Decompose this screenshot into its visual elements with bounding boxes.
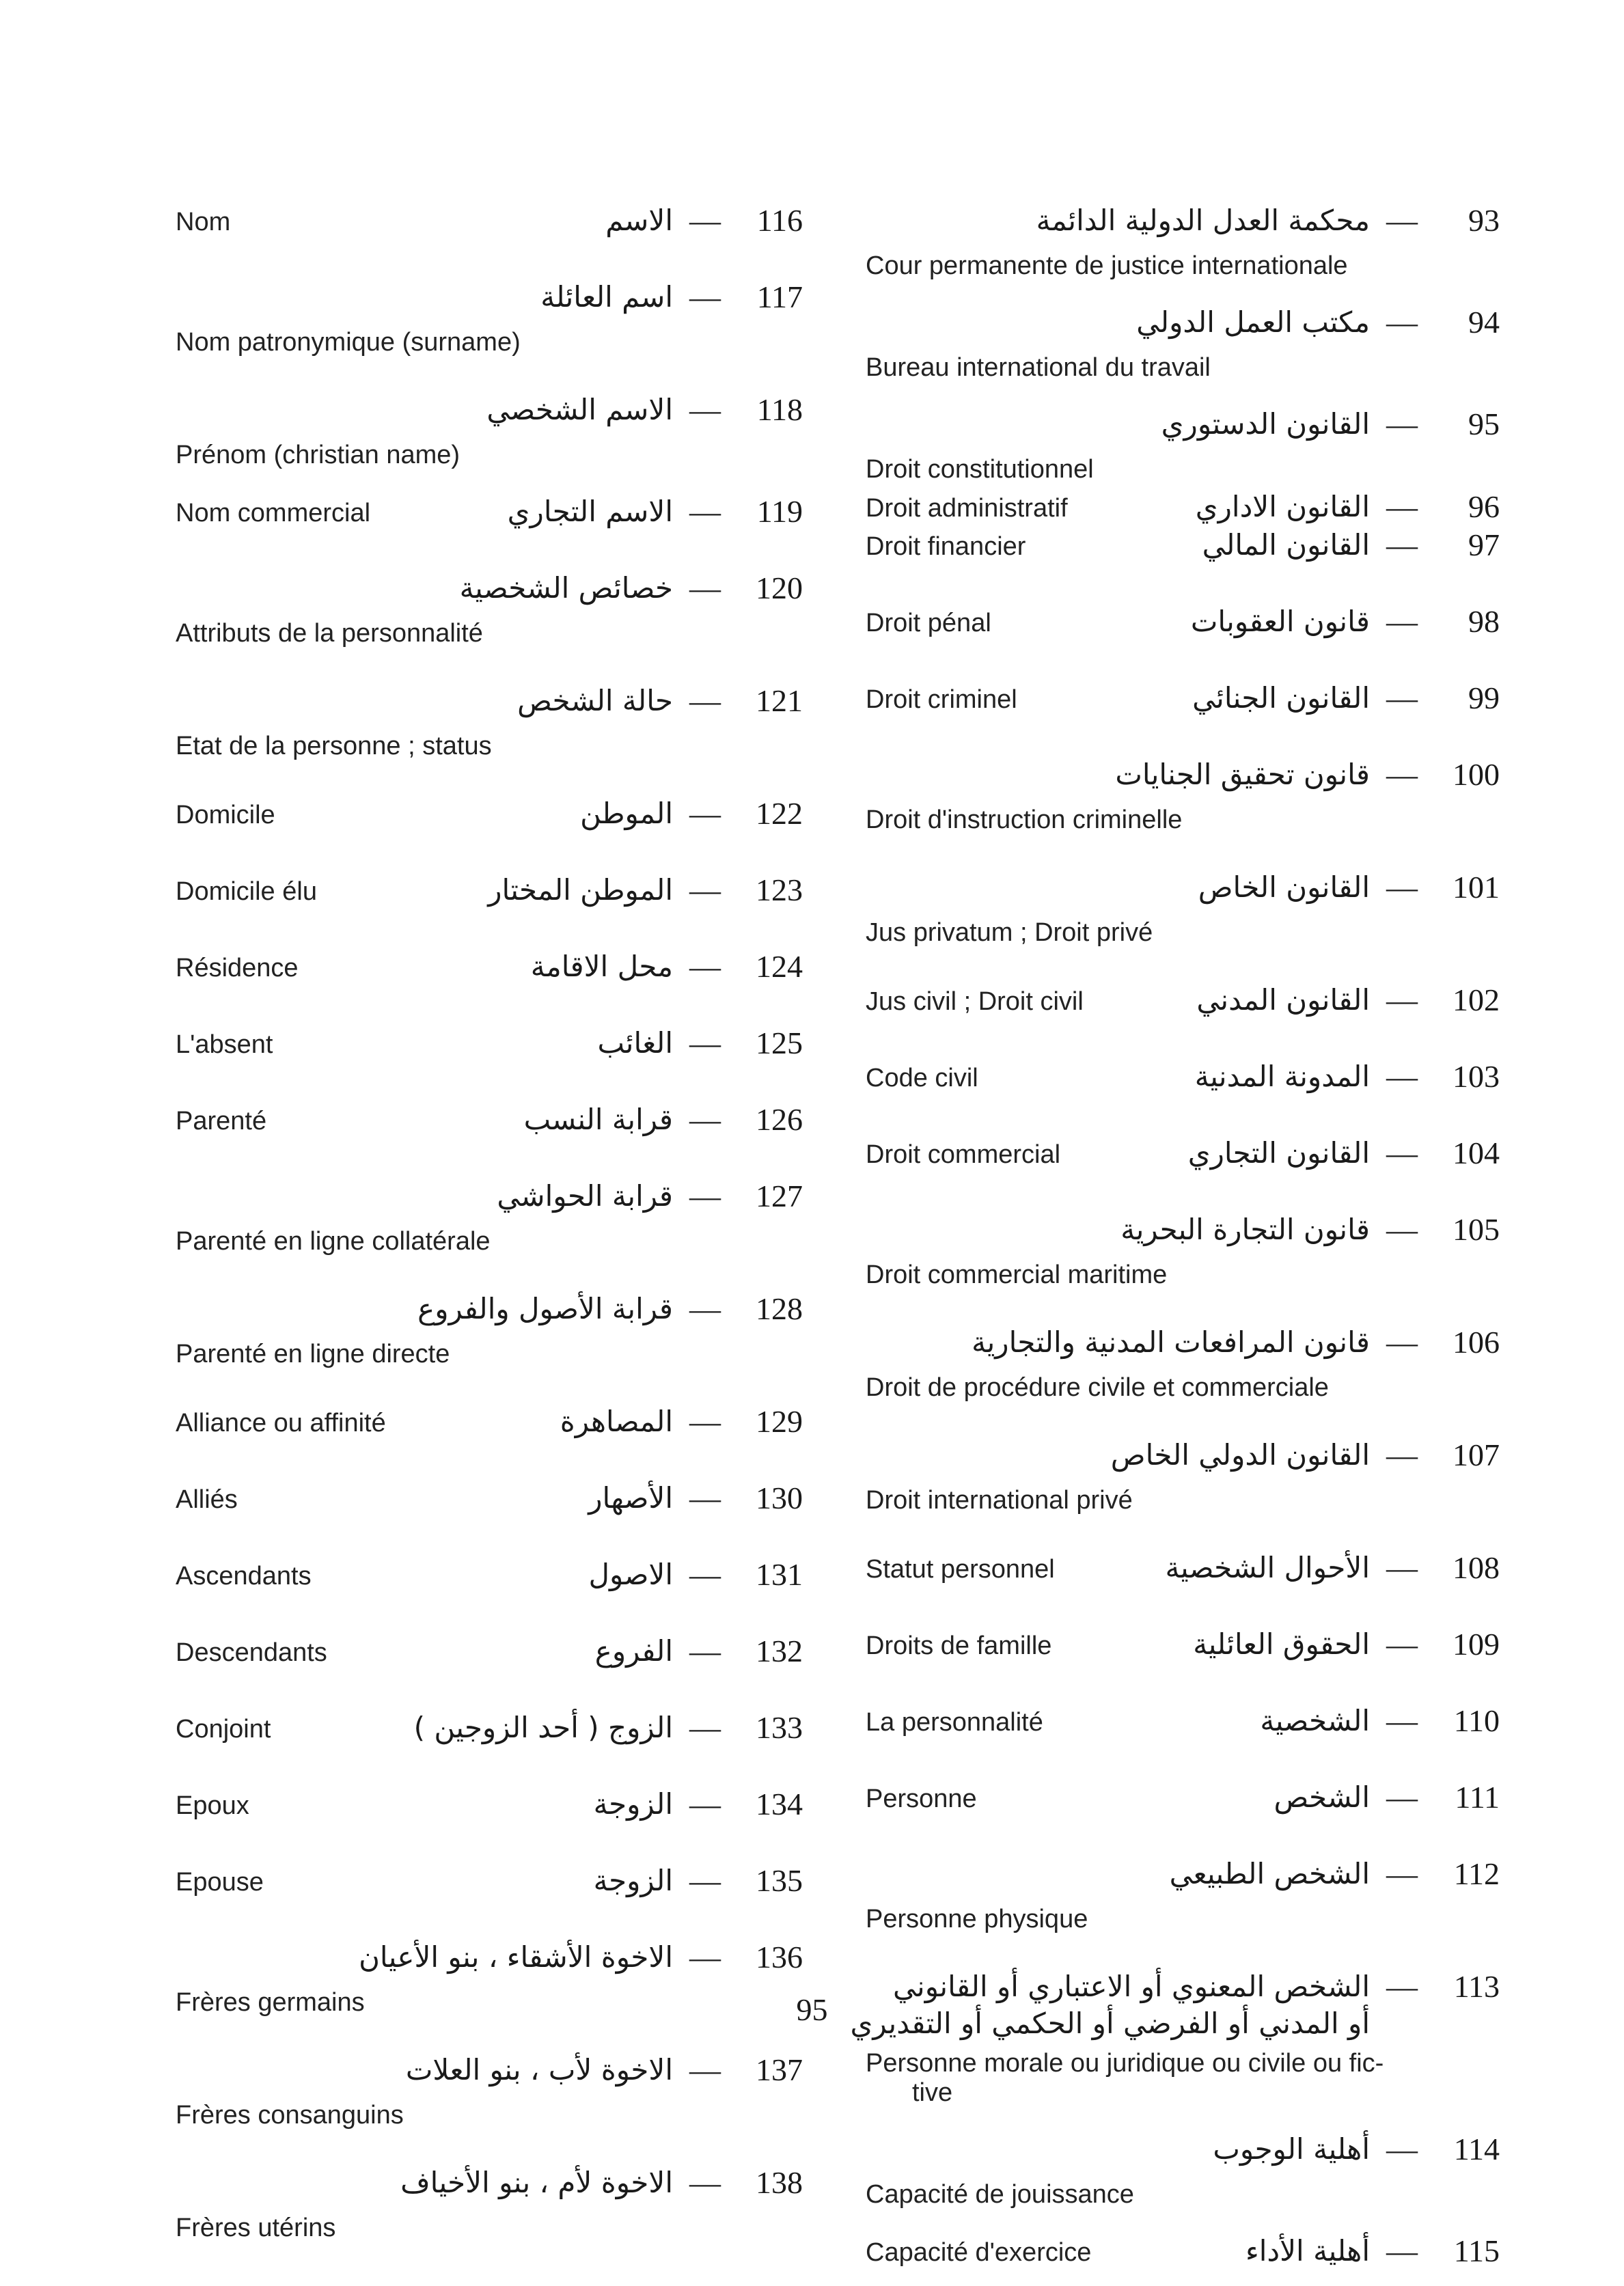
entry-number: 95 xyxy=(1468,407,1500,441)
entry-104 xyxy=(864,1131,1500,1188)
french-term-continued: tive xyxy=(912,2078,953,2107)
dash: — xyxy=(689,1710,721,1745)
entry-130 xyxy=(174,1476,803,1533)
entry-114 xyxy=(864,2127,1500,2209)
french-term: Alliance ou affinité xyxy=(176,1409,386,1437)
arabic-term: المدونة المدنية xyxy=(1194,1060,1370,1093)
entry-127 xyxy=(174,1174,803,1256)
entry-number: 102 xyxy=(1453,982,1500,1017)
french-term: Personne physique xyxy=(866,1905,1088,1933)
entry-number: 111 xyxy=(1455,1780,1500,1815)
arabic-term: الاسم التجاري xyxy=(507,495,673,528)
dash: — xyxy=(1386,2132,1418,2166)
french-term: Droit constitutionnel xyxy=(866,455,1094,484)
dash: — xyxy=(689,2165,721,2200)
dash: — xyxy=(1386,1325,1418,1360)
arabic-term: الزوج ( أحد الزوجين ) xyxy=(413,1711,673,1744)
arabic-term: المصاهرة xyxy=(560,1405,673,1438)
arabic-term: الاسم xyxy=(605,204,673,237)
arabic-term: أهلية الأداء xyxy=(1245,2234,1370,2268)
arabic-term: الموطن المختار xyxy=(488,873,673,907)
french-term: Parenté en ligne directe xyxy=(176,1340,450,1368)
french-term: Domicile xyxy=(176,801,275,829)
french-term: Cour permanente de justice internationale xyxy=(866,251,1348,280)
french-term: Frères utérins xyxy=(176,2214,336,2242)
arabic-term: حالة الشخص xyxy=(517,684,673,717)
dash: — xyxy=(1386,2233,1418,2268)
arabic-term: قانون المرافعات المدنية والتجارية xyxy=(972,1325,1370,1359)
entry-134 xyxy=(174,1782,803,1839)
entry-number: 133 xyxy=(756,1710,803,1745)
french-term: Droits de famille xyxy=(866,1631,1052,1660)
entry-number: 135 xyxy=(756,1863,803,1898)
arabic-term: الاخوة لأم ، بنو الأخياف xyxy=(400,2166,673,2199)
french-term: Droit pénal xyxy=(866,609,991,637)
entry-number: 128 xyxy=(756,1291,803,1326)
french-term: Droit financier xyxy=(866,532,1026,561)
entry-number: 123 xyxy=(756,872,803,907)
french-term: Statut personnel xyxy=(866,1555,1055,1584)
entry-132 xyxy=(174,1629,803,1686)
entry-118 xyxy=(174,387,803,470)
dash: — xyxy=(1386,1437,1418,1472)
dash: — xyxy=(1386,1212,1418,1247)
french-term: Parenté en ligne collatérale xyxy=(176,1227,491,1256)
entry-110 xyxy=(864,1698,1500,1756)
entry-number: 125 xyxy=(756,1025,803,1060)
entry-number: 99 xyxy=(1468,680,1500,715)
french-term: Nom commercial xyxy=(176,499,371,527)
dash: — xyxy=(1386,680,1418,715)
entry-120 xyxy=(174,566,803,648)
arabic-term: محكمة العدل الدولية الدائمة xyxy=(1036,204,1370,237)
arabic-term: الشخص الطبيعي xyxy=(1169,1857,1370,1890)
entry-number: 113 xyxy=(1453,1969,1500,2004)
entry-116 xyxy=(174,198,803,256)
french-term: Etat de la personne ; status xyxy=(176,732,492,760)
entry-125 xyxy=(174,1021,803,1078)
dash: — xyxy=(689,872,721,907)
entry-135 xyxy=(174,1858,803,1916)
entry-93 xyxy=(864,198,1500,281)
entry-138 xyxy=(174,2160,803,2243)
french-term: Droit criminel xyxy=(866,685,1017,714)
entry-number: 112 xyxy=(1453,1856,1500,1891)
dash: — xyxy=(689,1481,721,1515)
dash: — xyxy=(1386,1059,1418,1094)
entry-number: 131 xyxy=(756,1557,803,1592)
entry-117 xyxy=(174,275,803,357)
entry-number: 115 xyxy=(1453,2233,1500,2268)
french-term: Droit commercial xyxy=(866,1140,1061,1169)
dash: — xyxy=(689,1291,721,1326)
french-term: Personne xyxy=(866,1785,977,1813)
arabic-term: الفروع xyxy=(594,1634,673,1668)
dash: — xyxy=(1386,1780,1418,1815)
dash: — xyxy=(1386,527,1418,562)
entry-number: 105 xyxy=(1453,1212,1500,1247)
entry-119 xyxy=(174,489,803,547)
french-term: Frères consanguins xyxy=(176,2101,404,2130)
entry-95 xyxy=(864,402,1500,484)
arabic-term: الشخص xyxy=(1274,1780,1370,1814)
french-term: Nom patronymique (surname) xyxy=(176,328,521,357)
french-term: Résidence xyxy=(176,954,299,982)
arabic-term: أهلية الوجوب xyxy=(1213,2132,1370,2166)
french-term: L'absent xyxy=(176,1030,273,1059)
entry-99 xyxy=(864,676,1500,733)
entry-number: 106 xyxy=(1453,1325,1500,1360)
arabic-term: محل الاقامة xyxy=(530,950,673,983)
entry-128 xyxy=(174,1286,803,1369)
arabic-term: قرابة النسب xyxy=(523,1103,673,1136)
arabic-term: القانون الجنائي xyxy=(1192,681,1370,715)
dash: — xyxy=(689,949,721,984)
dash: — xyxy=(1386,870,1418,905)
entry-number: 101 xyxy=(1453,870,1500,905)
dash: — xyxy=(689,683,721,718)
arabic-term: الأحوال الشخصية xyxy=(1165,1551,1370,1584)
entry-107 xyxy=(864,1433,1500,1515)
french-term: Personne morale ou juridique ou civile ou fic- xyxy=(866,2049,1384,2078)
arabic-term: القانون التجاري xyxy=(1187,1136,1370,1170)
dash: — xyxy=(689,392,721,427)
french-term: Bureau international du travail xyxy=(866,353,1211,382)
arabic-term: الغائب xyxy=(597,1026,673,1060)
entry-126 xyxy=(174,1097,803,1155)
dash: — xyxy=(689,1634,721,1668)
french-term: Droit d'instruction criminelle xyxy=(866,805,1183,834)
arabic-term: الشخصية xyxy=(1260,1704,1370,1737)
arabic-term: الاصول xyxy=(588,1558,673,1591)
arabic-term: خصائص الشخصية xyxy=(459,571,673,605)
entry-number: 138 xyxy=(756,2165,803,2200)
arabic-term: اسم العائلة xyxy=(540,280,673,314)
dash: — xyxy=(1386,1969,1418,2004)
entry-102 xyxy=(864,978,1500,1035)
entry-103 xyxy=(864,1054,1500,1112)
entry-number: 134 xyxy=(756,1787,803,1821)
entry-124 xyxy=(174,944,803,1002)
entry-129 xyxy=(174,1399,803,1457)
right-column xyxy=(850,198,1500,2286)
entry-number: 121 xyxy=(756,683,803,718)
arabic-term: الحقوق العائلية xyxy=(1193,1627,1370,1661)
arabic-term: الاخوة لأب ، بنو العلات xyxy=(405,2053,673,2087)
arabic-term: الموطن xyxy=(580,797,673,830)
arabic-term: قانون العقوبات xyxy=(1190,605,1370,638)
entry-96 xyxy=(864,484,1500,523)
entry-123 xyxy=(174,868,803,925)
dash: — xyxy=(1386,1135,1418,1170)
french-term: Droit de procédure civile et commerciale xyxy=(866,1373,1329,1402)
dash: — xyxy=(1386,1703,1418,1738)
french-term: Epouse xyxy=(176,1868,264,1897)
arabic-term: الزوجة xyxy=(593,1787,673,1821)
french-term: Alliés xyxy=(176,1485,238,1514)
entry-number: 137 xyxy=(756,2052,803,2087)
french-term: Attributs de la personnalité xyxy=(176,619,483,648)
dash: — xyxy=(689,1404,721,1439)
entry-number: 97 xyxy=(1468,527,1500,562)
dash: — xyxy=(1386,1550,1418,1585)
arabic-term: القانون الاداري xyxy=(1195,490,1370,523)
arabic-term: قرابة الحواشي xyxy=(497,1179,673,1213)
entry-number: 103 xyxy=(1453,1059,1500,1094)
entry-number: 118 xyxy=(756,392,803,427)
entry-137 xyxy=(174,2048,803,2130)
dash: — xyxy=(689,570,721,605)
french-term: Ascendants xyxy=(176,1562,312,1590)
entry-133 xyxy=(174,1705,803,1763)
entry-113 xyxy=(850,1964,1500,2108)
entry-111 xyxy=(864,1775,1500,1832)
entry-101 xyxy=(864,865,1500,948)
dash: — xyxy=(689,494,721,529)
dash: — xyxy=(1386,1856,1418,1891)
dash: — xyxy=(689,1940,721,1974)
dash: — xyxy=(689,1102,721,1137)
french-term: Nom xyxy=(176,208,231,236)
french-term: Code civil xyxy=(866,1064,978,1092)
dash: — xyxy=(689,2052,721,2087)
entry-number: 120 xyxy=(756,570,803,605)
entry-109 xyxy=(864,1622,1500,1679)
dash: — xyxy=(1386,489,1418,524)
french-term: Prénom (christian name) xyxy=(176,441,460,469)
entry-number: 100 xyxy=(1453,757,1500,792)
entry-112 xyxy=(864,1851,1500,1934)
entry-108 xyxy=(864,1545,1500,1603)
french-term: Jus civil ; Droit civil xyxy=(866,987,1084,1016)
french-term: Conjoint xyxy=(176,1715,271,1744)
entry-131 xyxy=(174,1552,803,1610)
entry-number: 136 xyxy=(756,1940,803,1974)
entry-number: 122 xyxy=(756,796,803,831)
page-number: 95 xyxy=(796,1992,828,2027)
french-term: Frères germains xyxy=(176,1988,365,2017)
entry-number: 129 xyxy=(756,1404,803,1439)
french-term: Droit commercial maritime xyxy=(866,1261,1168,1289)
entry-number: 127 xyxy=(756,1179,803,1213)
dash: — xyxy=(1386,305,1418,340)
dash: — xyxy=(689,1179,721,1213)
french-term: Epoux xyxy=(176,1791,249,1820)
dash: — xyxy=(689,1787,721,1821)
entry-122 xyxy=(174,791,803,849)
entry-number: 109 xyxy=(1453,1627,1500,1662)
entry-number: 108 xyxy=(1453,1550,1500,1585)
entry-number: 104 xyxy=(1453,1135,1500,1170)
french-term: Droit administratif xyxy=(866,494,1068,523)
dash: — xyxy=(1386,1627,1418,1662)
entry-number: 132 xyxy=(756,1634,803,1668)
dash: — xyxy=(689,1025,721,1060)
left-column xyxy=(174,198,803,2243)
arabic-term: مكتب العمل الدولي xyxy=(1136,305,1370,339)
dash: — xyxy=(689,1557,721,1592)
entry-number: 124 xyxy=(756,949,803,984)
arabic-term: الاخوة الأشقاء ، بنو الأعيان xyxy=(359,1940,673,1974)
french-term: Capacité de jouissance xyxy=(866,2180,1134,2209)
arabic-term: القانون الدولي الخاص xyxy=(1110,1438,1370,1472)
arabic-term: القانون الخاص xyxy=(1198,870,1370,904)
dash: — xyxy=(1386,203,1418,238)
entry-94 xyxy=(864,300,1500,383)
french-term: Droit international privé xyxy=(866,1486,1133,1515)
entry-121 xyxy=(174,678,803,761)
arabic-term: قانون تحقيق الجنايات xyxy=(1115,758,1370,791)
entry-number: 110 xyxy=(1453,1703,1500,1738)
arabic-term: الاسم الشخصي xyxy=(486,393,673,426)
entry-number: 98 xyxy=(1468,604,1500,639)
entry-number: 117 xyxy=(756,279,803,314)
entry-115 xyxy=(864,2229,1500,2286)
french-term: Parenté xyxy=(176,1107,267,1135)
entry-number: 107 xyxy=(1453,1437,1500,1472)
arabic-term: قرابة الأصول والفروع xyxy=(417,1292,673,1325)
french-term: Capacité d'exercice xyxy=(866,2238,1092,2267)
arabic-term-continued: أو المدني أو الفرضي أو الحكمي أو التقديري xyxy=(850,2007,1370,2040)
entry-number: 126 xyxy=(756,1102,803,1137)
arabic-term: الشخص المعنوي أو الاعتباري أو القانوني xyxy=(893,1970,1370,2003)
french-term: Jus privatum ; Droit privé xyxy=(866,918,1153,947)
dash: — xyxy=(1386,757,1418,792)
entry-106 xyxy=(864,1320,1500,1403)
entry-number: 119 xyxy=(756,494,803,529)
entry-number: 114 xyxy=(1453,2132,1500,2166)
arabic-term: الزوجة xyxy=(593,1864,673,1897)
arabic-term: القانون المدني xyxy=(1196,983,1370,1017)
dash: — xyxy=(689,1863,721,1898)
entry-100 xyxy=(864,752,1500,835)
dash: — xyxy=(689,203,721,238)
french-term: Domicile élu xyxy=(176,877,317,906)
arabic-term: الأصهار xyxy=(588,1481,673,1515)
arabic-term: القانون الدستوري xyxy=(1161,407,1370,441)
entry-number: 96 xyxy=(1468,489,1500,524)
dash: — xyxy=(1386,982,1418,1017)
entry-number: 130 xyxy=(756,1481,803,1515)
dash: — xyxy=(1386,604,1418,639)
entry-number: 116 xyxy=(756,203,803,238)
arabic-term: القانون المالي xyxy=(1202,528,1370,562)
french-term: Descendants xyxy=(176,1638,327,1667)
dash: — xyxy=(689,796,721,831)
entry-number: 94 xyxy=(1468,305,1500,340)
entry-97 xyxy=(864,523,1500,580)
entry-105 xyxy=(864,1207,1500,1290)
entry-98 xyxy=(864,599,1500,657)
french-term: La personnalité xyxy=(866,1708,1043,1737)
arabic-term: قانون التجارة البحرية xyxy=(1120,1213,1370,1246)
entry-number: 93 xyxy=(1468,203,1500,238)
dash: — xyxy=(689,279,721,314)
dash: — xyxy=(1386,407,1418,441)
